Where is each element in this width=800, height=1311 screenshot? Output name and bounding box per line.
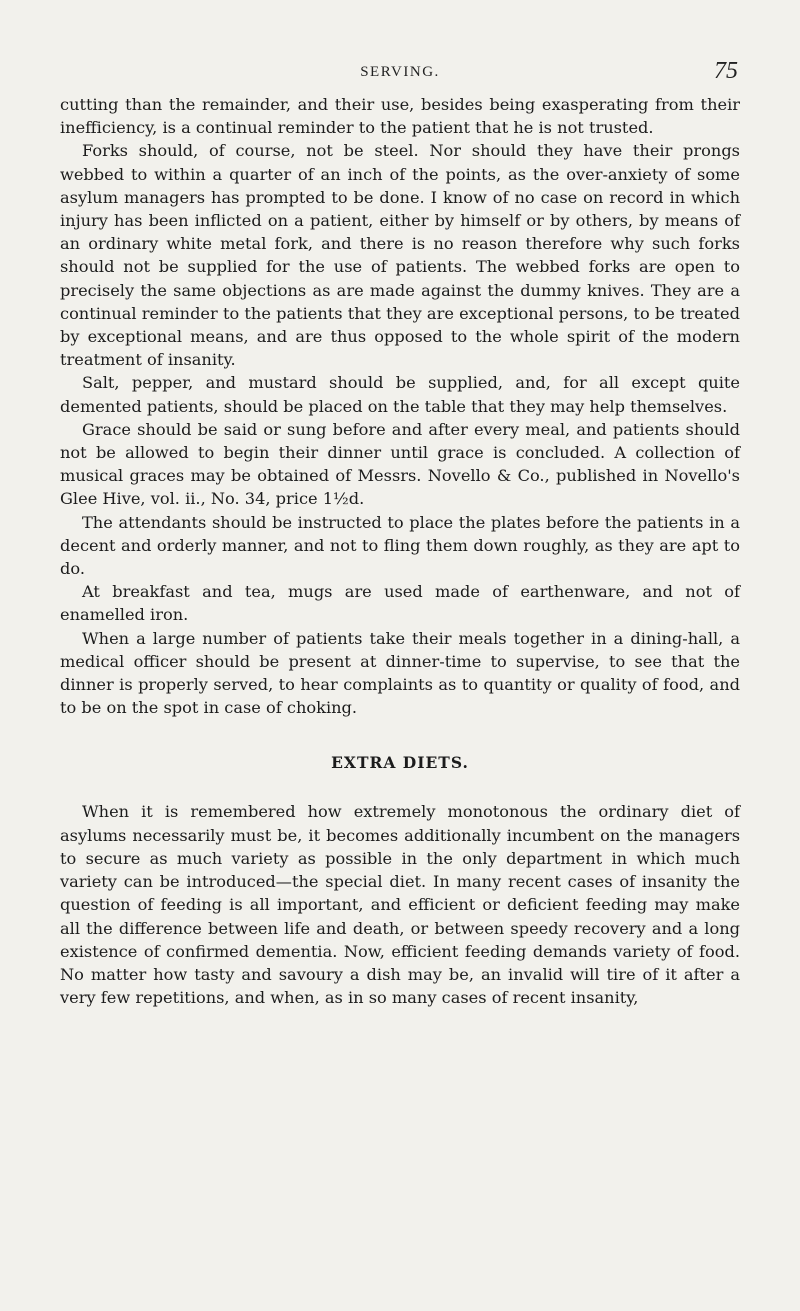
section-heading: EXTRA DIETS. — [331, 753, 469, 773]
running-head — [0, 58, 800, 90]
paragraph: When it is remembered how extremely monotonous the ordinary diet of asylums necessarily must be, it becomes additionally incumbent on the managers to secure as much variety as possible in the only department in which much variety can be introduced—the special diet. In many recent cases of insanity the question of feeding is all important, and efficient or deficient feeding may make all the difference between life and death, or between speedy recovery and a long existence of confirmed dementia. Now, efficient feeding demands variety of food. No matter how tasty and savoury a dish may be, an invalid will tire of it after a very few repetitions, and when, as in so many cases of recent insanity, — [60, 802, 740, 1008]
paragraph: Grace should be said or sung before and after every meal, and patients should not be allowed to begin their dinner until grace is concluded. A collection of musical graces may be obtained of Messrs. Novello & Co., published in Novello's Glee Hive, vol. ii., No. 34, price 1½d. — [60, 419, 740, 509]
paragraph: At breakfast and tea, mugs are used made of earthenware, and not of enamelled iron. — [60, 582, 740, 625]
paragraph: cutting than the remainder, and their use, besides being exasperating from their inefficiency, is a continual reminder to the patient that he is not trusted. — [60, 95, 740, 138]
page-number: 75 — [714, 58, 738, 84]
paragraph: The attendants should be instructed to place the plates before the patients in a decent and orderly manner, and not to fling them down roughly, as they are apt to do. — [60, 512, 740, 579]
paragraph: When a large number of patients take their meals together in a dining-hall, a medical officer should be present at dinner-time to supervise, to see that the dinner is properly served, to hear complaints as to quantity or quality of food, and to be on the spot in case of choking. — [60, 628, 740, 718]
running-title: SERVING. — [360, 64, 440, 80]
body-text — [60, 93, 740, 1009]
paragraph: Forks should, of course, not be steel. Nor should they have their prongs webbed to within a quarter of an inch of the points, as the over-anxiety of some asylum managers has prompted to be done. I know of no case on record in which injury has been inflicted on a patient, either by himself or by others, by means of an ordinary white metal fork, and there is no reason therefore why such forks should not be supplied for the use of patients. The webbed forks are open to precisely the same objections as are made against the dummy knives. They are a continual reminder to the patients that they are exceptional persons, to be treated by exceptional means, and are thus opposed to the whole spirit of the modern treatment of insanity. — [60, 141, 740, 370]
paragraph: Salt, pepper, and mustard should be supplied, and, for all except quite demented patients, should be placed on the table that they may help themselves. — [60, 373, 740, 416]
